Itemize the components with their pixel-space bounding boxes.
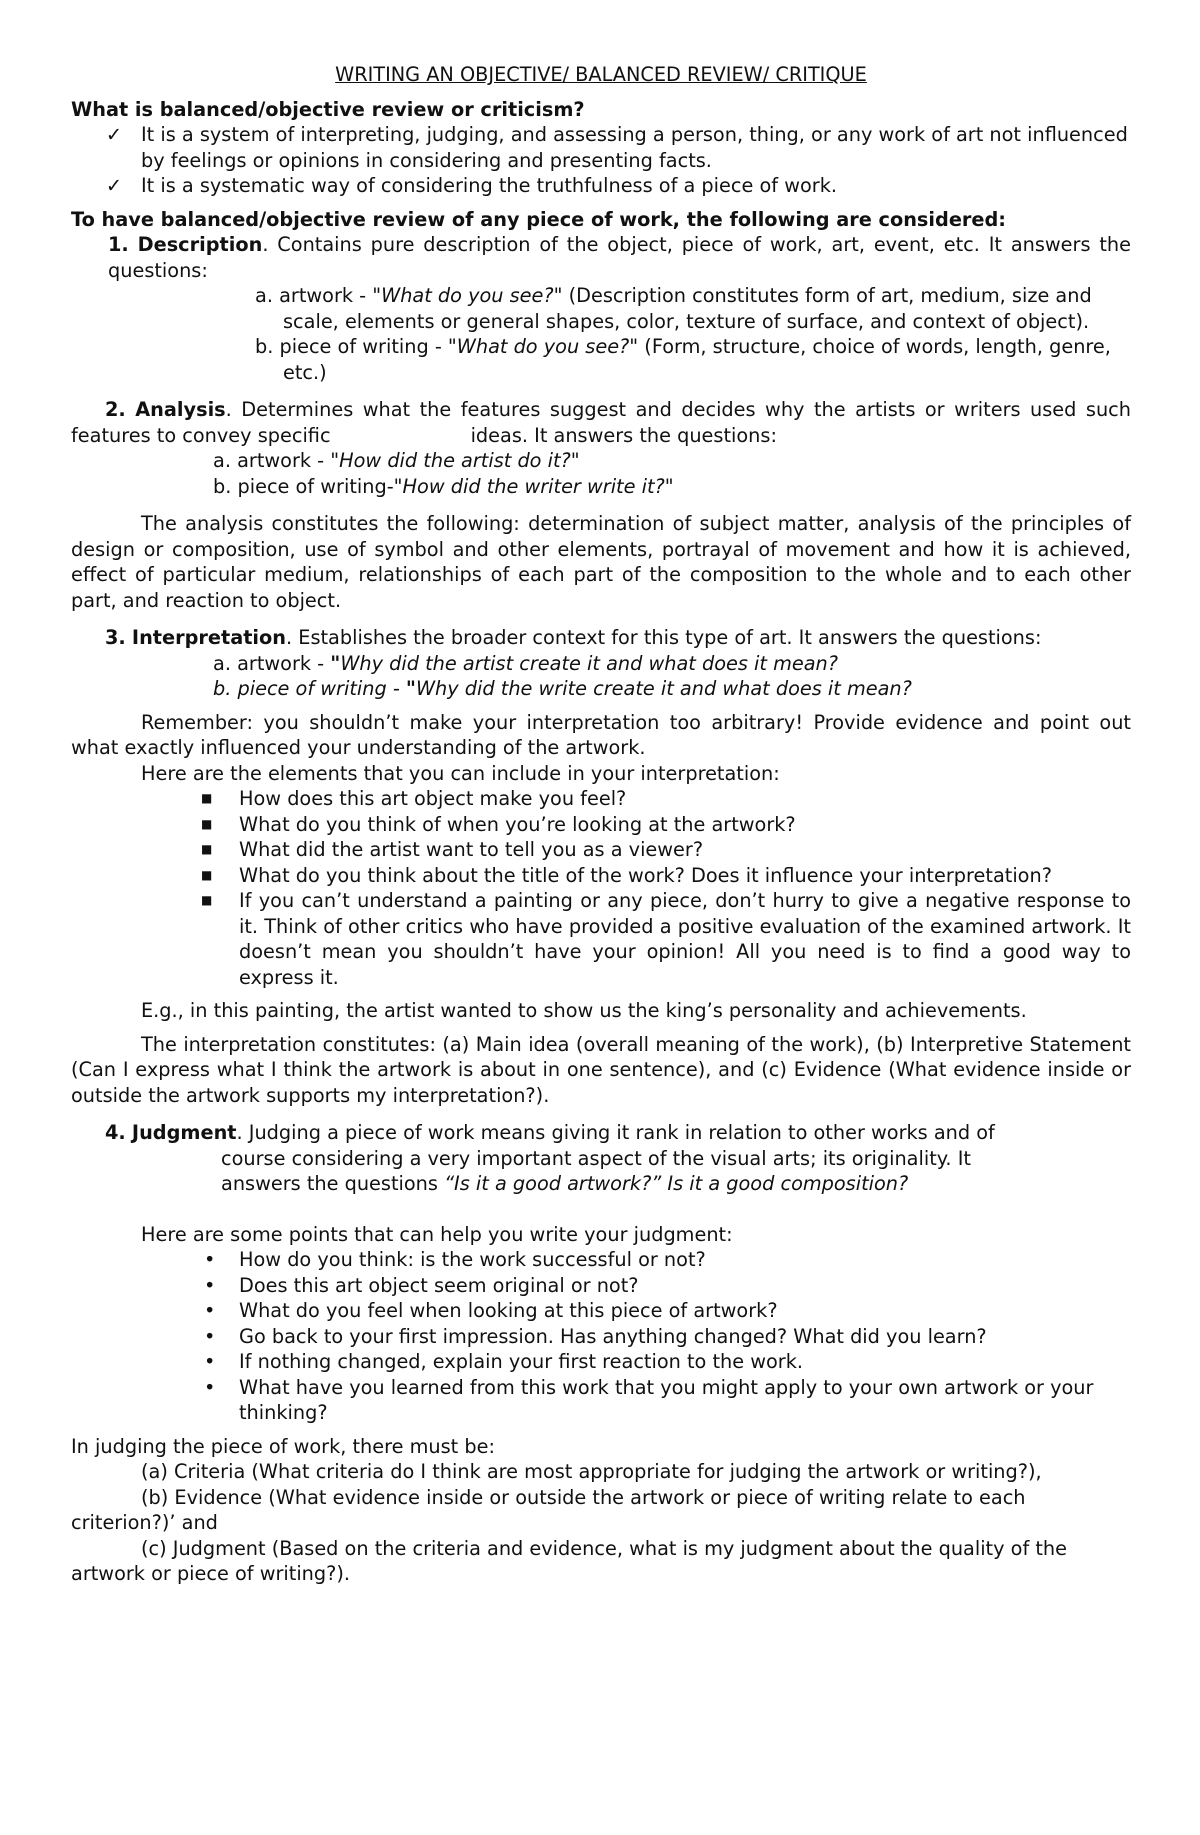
- check-item: [71, 173, 1131, 199]
- list-item: • What have you learned from this work that you might apply to your own artwork or your thinking?: [204, 1375, 1094, 1424]
- description-number: 1.: [108, 233, 129, 256]
- judgment-text-line: course considering a very important aspect of the visual arts; its originality. It: [221, 1146, 971, 1170]
- interpretation-paragraph: [71, 625, 1131, 651]
- analysis-question-b: How did the writer write it?: [402, 474, 665, 498]
- list-item: • Does this art object seem original or not?: [204, 1273, 639, 1297]
- description-question-a: What do you see?: [381, 284, 554, 307]
- interpretation-number: 3.: [105, 626, 126, 649]
- judgment-text-line: answers the questions “Is it a good artwork?” Is it a good composition?: [221, 1172, 909, 1195]
- interpretation-elements-intro: Here are the elements that you can include in your interpretation:: [141, 761, 780, 785]
- check-item-text: It is a system of interpreting, judging, and assessing a person, thing, or any work of art not influenced by feelings or opinions in considering and presenting facts.: [141, 123, 1128, 172]
- list-item: ■ How does this art object make you feel?: [201, 787, 627, 810]
- page-title: WRITING AN OBJECTIVE/ BALANCED REVIEW/ CRITIQUE: [335, 63, 867, 86]
- square-bullet-icon: ■: [201, 816, 213, 831]
- section-analysis: [71, 397, 1131, 613]
- bullet-icon: •: [204, 1248, 216, 1271]
- judgment-questions: “Is it a good artwork?” Is it a good composition?: [444, 1172, 909, 1195]
- list-item: ■ If you can’t understand a painting or any piece, don’t hurry to give a negative response to it. Think of other critics who have provided a positive evaluation of the examined artwork. It doesn’t mean you shouldn’t have your opinion! All you need is to find a good way to express it.: [201, 889, 1131, 989]
- list-item: • If nothing changed, explain your first reaction to the work.: [204, 1350, 804, 1373]
- section-interpretation: [71, 625, 1131, 1108]
- section-judgment: [71, 1120, 1131, 1587]
- judgment-final: (c) Judgment (Based on the criteria and evidence, what is my judgment about the quality of the artwork or piece of writing?).: [71, 1536, 1068, 1585]
- bullet-icon: •: [204, 1350, 216, 1373]
- interpretation-label: Interpretation: [131, 626, 287, 649]
- interpretation-question-a: Why did the artist create it and what does it mean?: [340, 651, 839, 675]
- judgment-points-intro: Here are some points that can help you write your judgment:: [141, 1222, 733, 1246]
- list-item: • What do you feel when looking at this piece of artwork?: [204, 1299, 778, 1322]
- description-paragraph: [71, 232, 1131, 283]
- analysis-question-a: How did the artist do it?: [339, 449, 571, 472]
- judgment-number: 4.: [105, 1121, 126, 1144]
- list-item: ■ What do you think of when you’re looking at the artwork?: [201, 812, 796, 836]
- judgment-text: . Judging a piece of work means giving it rank in relation to other works and of: [236, 1121, 995, 1144]
- interpretation-example: E.g., in this painting, the artist wanted to show us the king’s personality and achievements.: [141, 999, 1027, 1022]
- description-label: Description: [137, 233, 263, 256]
- analysis-paragraph: 2. Analysis. Determines what the features suggest and decides why the artists or writers used such features to convey specific ideas. It answers the questions:: [71, 398, 1131, 447]
- description-question-b: What do you see?: [456, 335, 630, 358]
- judgment-evidence: (b) Evidence (What evidence inside or outside the artwork or piece of writing relate to each criterion?)’ and: [71, 1485, 1026, 1534]
- section-description: [71, 232, 1131, 385]
- description-item-a: a. artwork - "What do you see?" (Description constitutes form of art, medium, size and scale, elements or general shapes, color, texture of surface, and context of object).: [255, 284, 1092, 333]
- judgment-paragraph: [71, 1120, 1131, 1146]
- list-item: • How do you think: is the work successful or not?: [204, 1248, 706, 1271]
- list-item: ■ What do you think about the title of the work? Does it influence your interpretation?: [201, 863, 1052, 887]
- judgment-label: Judgment: [131, 1121, 237, 1144]
- analysis-constitutes: The analysis constitutes the following: determination of subject matter, analysis of the principles of design or composition, use of symbol and other elements, portrayal of movement and how it is achieved, effect of particular medium, relationships of each part of the composition to the whole and to each other part, and reaction to object.: [71, 512, 1131, 612]
- description-item-b: b. piece of writing - "What do you see?" (Form, structure, choice of words, length, genre, etc.): [255, 335, 1111, 384]
- interpretation-item-a: a. artwork - "Why did the artist create it and what does it mean?: [213, 651, 839, 675]
- judgment-criteria: (a) Criteria (What criteria do I think are most appropriate for judging the artwork or writing?),: [141, 1460, 1042, 1483]
- analysis-text: . Determines what the features suggest and decides why the artists or writers used such features to convey specific: [71, 398, 1131, 447]
- check-item: [71, 122, 1131, 173]
- list-item: ■ What did the artist want to tell you as a viewer?: [201, 838, 704, 861]
- interpretation-constitutes: The interpretation constitutes: (a) Main idea (overall meaning of the work), (b) Interpretive Statement (Can I express what I think the artwork is about in one sentence), and (c) Evidence (What evidence inside or outside the artwork supports my interpretation?).: [71, 1032, 1131, 1107]
- analysis-label: Analysis: [135, 398, 226, 421]
- bullet-icon: •: [204, 1324, 216, 1348]
- interpretation-question-b: Why did the write create it and what does it mean?: [415, 677, 912, 700]
- interpretation-text: . Establishes the broader context for this type of art. It answers the questions:: [286, 626, 1042, 649]
- judgment-must-be: In judging the piece of work, there must be:: [71, 1434, 495, 1458]
- description-text: . Contains pure description of the object, piece of work, art, event, etc. It answers the questions:: [108, 233, 1131, 282]
- analysis-item-b: b. piece of writing-"How did the writer write it?": [213, 474, 674, 498]
- square-bullet-icon: ■: [201, 842, 213, 856]
- analysis-item-a: a. artwork - "How did the artist do it?": [213, 449, 580, 472]
- bullet-icon: •: [204, 1273, 216, 1297]
- interpretation-item-b: b. piece of writing - "Why did the write create it and what does it mean?: [213, 677, 912, 700]
- interpretation-remember: Remember: you shouldn’t make your interpretation too arbitrary! Provide evidence and point out what exactly influenced your understanding of the artwork.: [71, 710, 1131, 759]
- considered-heading: To have balanced/objective review of any piece of work, the following are considered:: [71, 207, 1006, 231]
- square-bullet-icon: ■: [201, 791, 213, 805]
- list-item: • Go back to your first impression. Has anything changed? What did you learn?: [204, 1324, 987, 1348]
- bullet-icon: •: [204, 1299, 216, 1322]
- checkmark-icon: ✓: [105, 123, 123, 146]
- check-item-text: It is a systematic way of considering the truthfulness of a piece of work.: [141, 174, 837, 197]
- square-bullet-icon: ■: [201, 893, 213, 907]
- intro-question: What is balanced/objective review or criticism?: [71, 97, 585, 121]
- bullet-icon: •: [204, 1375, 216, 1399]
- square-bullet-icon: ■: [201, 867, 213, 882]
- analysis-number: 2.: [105, 398, 126, 421]
- document-page: [71, 62, 1131, 1587]
- checkmark-icon: ✓: [105, 174, 123, 197]
